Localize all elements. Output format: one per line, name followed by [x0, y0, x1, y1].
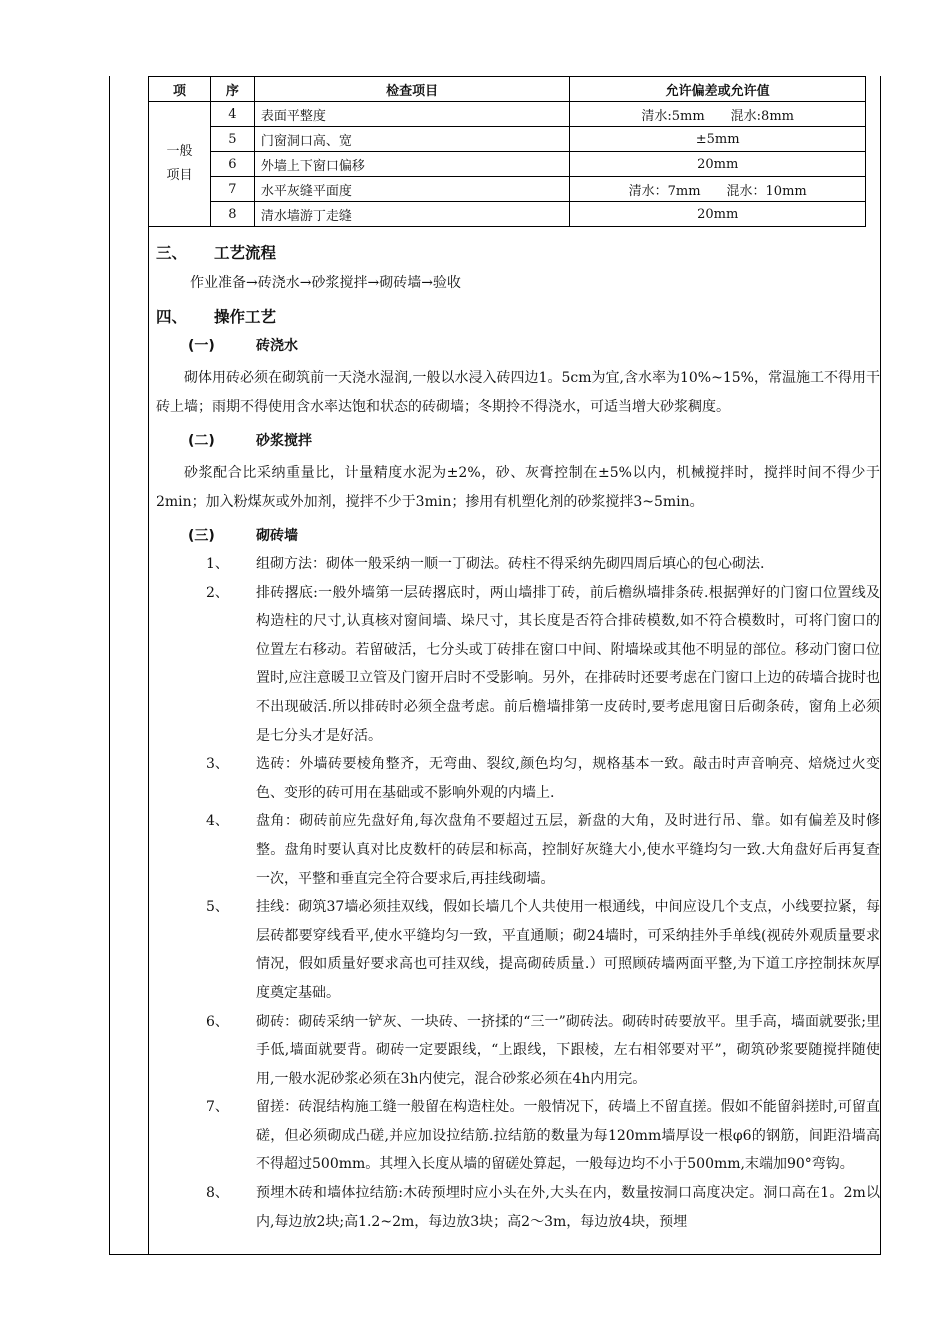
list-item [156, 550, 880, 579]
section-number: 四、 [156, 308, 188, 326]
table-row [149, 127, 866, 152]
header-seq: 序 [210, 77, 254, 102]
row-item: 表面平整度 [254, 102, 569, 127]
subsection-heading-watering [156, 332, 880, 360]
section-heading-process [156, 238, 880, 268]
row-no: 4 [210, 102, 254, 127]
subsection-heading-bricklaying [156, 522, 880, 550]
subsection-number: (三) [188, 528, 215, 544]
list-item-text: 预埋木砖和墙体拉结筋:木砖预埋时应小头在外,大头在内，数量按洞口高度决定。洞口高在1。2m以内,每边放2块;高1.2~2m，每边放3块；高2～3m，每边放4块，预埋 [256, 1185, 880, 1230]
table-header-row [149, 77, 866, 102]
list-item-number: 2、 [206, 584, 229, 601]
row-no: 8 [210, 202, 254, 227]
row-no: 6 [210, 152, 254, 177]
row-no: 7 [210, 177, 254, 202]
row-no: 5 [210, 127, 254, 152]
list-item-number: 5、 [206, 899, 229, 916]
row-item: 水平灰缝平面度 [254, 177, 569, 202]
section-title: 操作工艺 [214, 308, 277, 326]
group-label-cell [149, 102, 211, 227]
row-item: 外墙上下窗口偏移 [254, 152, 569, 177]
header-check-item: 检查项目 [254, 77, 569, 102]
list-item [156, 807, 880, 893]
list-item-text: 砌砖：砌砖采纳一铲灰、一块砖、一挤揉的“三一”砌砖法。砌砖时砖要放平。里手高，墙面就要张;里手低,墙面就要背。砌砖一定要跟线，“上跟线，下跟棱，左右相邻要对平”，砌筑砂浆要随搅拌随使用,一般水泥砂浆必须在3h内使完，混合砂浆必须在4h内用完。 [256, 1013, 880, 1087]
inspection-table [148, 76, 866, 227]
list-item [156, 893, 880, 1007]
section-heading-operation [156, 302, 880, 332]
list-item [156, 1179, 880, 1236]
row-value: 清水:5mm 混水:8mm [570, 102, 866, 127]
row-value: 20mm [570, 202, 866, 227]
table-row [149, 202, 866, 227]
list-item-text: 组砌方法：砌体一般采纳一顺一丁砌法。砖柱不得采纳先砌四周后填心的包心砌法. [256, 556, 765, 572]
header-tolerance: 允许偏差或允许值 [570, 77, 866, 102]
list-item-text: 盘角：砌砖前应先盘好角,每次盘角不要超过五层，新盘的大角，及时进行吊、靠。如有偏差及时修整。盘角时要认真对比皮数杆的砖层和标高，控制好灰缝大小,使水平缝均匀一致.大角盘好后再复查一次，平整和垂直完全符合要求后,再挂线砌墙。 [256, 813, 880, 887]
row-value: ±5mm [570, 127, 866, 152]
table-row [149, 102, 866, 127]
paragraph-mortar: 砂浆配合比采纳重量比，计量精度水泥为±2%，砂、灰膏控制在±5%以内，机械搅拌时，搅拌时间不得少于2min；加入粉煤灰或外加剂，搅拌不少于3min；掺用有机塑化剂的砂浆搅拌3~5min。 [156, 465, 880, 510]
table-row [149, 152, 866, 177]
list-item-number: 4、 [206, 813, 229, 830]
subsection-heading-mortar [156, 427, 880, 455]
subsection-title: 砂浆搅拌 [256, 433, 312, 449]
process-flow: 作业准备→砖浇水→砂浆搅拌→砌砖墙→验收 [190, 275, 461, 291]
list-item-number: 8、 [206, 1185, 229, 1202]
subsection-number: (二) [188, 433, 215, 449]
subsection-title: 砌砖墙 [256, 528, 298, 544]
list-item-text: 排砖撂底:一般外墙第一层砖撂底时，两山墙排丁砖，前后檐纵墙排条砖.根据弹好的门窗口位置线及构造柱的尺寸,认真核对窗间墙、垛尺寸，其长度是否符合排砖模数,如不符合模数时，可将门窗口的位置左右移动。若留破活，七分头或丁砖排在窗口中间、附墙垛或其他不明显的部位。移动门窗口位置时,应注意暖卫立管及门窗开启时不受影响。另外，在排砖时还要考虑在门窗口上边的砖墙合拢时也不出现破活.所以排砖时必须全盘考虑。前后檐墙排第一皮砖时,要考虑甩窗日后砌条砖，窗角上必须是七分头才是好活。 [256, 584, 880, 744]
list-item-number: 6、 [206, 1013, 229, 1030]
subsection-title: 砖浇水 [256, 338, 298, 354]
row-value: 20mm [570, 152, 866, 177]
row-item: 清水墙游丁走缝 [254, 202, 569, 227]
table-row [149, 177, 866, 202]
list-item [156, 579, 880, 751]
list-item [156, 750, 880, 807]
header-category: 项 [149, 77, 211, 102]
row-value: 清水：7mm 混水：10mm [570, 177, 866, 202]
left-column-divider [148, 76, 149, 1254]
subsection-number: (一) [188, 338, 215, 354]
section-number: 三、 [156, 244, 188, 262]
paragraph-watering: 砌体用砖必须在砌筑前一天浇水湿润,一般以水浸入砖四边1。5cm为宜,含水率为10%~15%，常温施工不得用干砖上墙；雨期不得使用含水率达饱和状态的砖砌墙；冬期拎不得浇水，可适当增大砂浆稠度。 [156, 370, 880, 415]
section-title: 工艺流程 [214, 244, 277, 262]
list-item-number: 3、 [206, 756, 229, 773]
list-item [156, 1008, 880, 1094]
group-label-line2: 项目 [166, 168, 193, 183]
list-item [156, 1093, 880, 1179]
group-label-line1: 一般 [166, 144, 193, 159]
list-item-number: 7、 [206, 1099, 229, 1116]
list-item-number: 1、 [206, 556, 229, 572]
document-body [156, 238, 880, 1236]
list-item-text: 挂线：砌筑37墙必须挂双线，假如长墙几个人共使用一根通线，中间应设几个支点，小线要拉紧，每层砖都要穿线看平,使水平缝均匀一致，平直通顺；砌24墙时，可采纳挂外手单线(视砖外观质量要求情况，假如质量好要求高也可挂双线，提高砌砖质量.）可照顾砖墙两面平整,为下道工序控制抹灰厚度奠定基础。 [256, 899, 880, 1001]
list-item-text: 选砖：外墙砖要棱角整齐，无弯曲、裂纹,颜色均匀，规格基本一致。敲击时声音响亮、焙烧过火变色、变形的砖可用在基础或不影响外观的内墙上. [256, 756, 880, 801]
row-item: 门窗洞口高、宽 [254, 127, 569, 152]
list-item-text: 留搓：砖混结构施工缝一般留在构造柱处。一般情况下，砖墙上不留直搓。假如不能留斜搓时,可留直磋，但必须砌成凸磋,并应加设拉结筋.拉结筋的数量为每120mm墙厚设一根φ6的钢筋，间距沿墙高不得超过500mm。其埋入长度从墙的留磋处算起，一般每边均不小于500mm,末端加90°弯钩。 [256, 1099, 880, 1173]
